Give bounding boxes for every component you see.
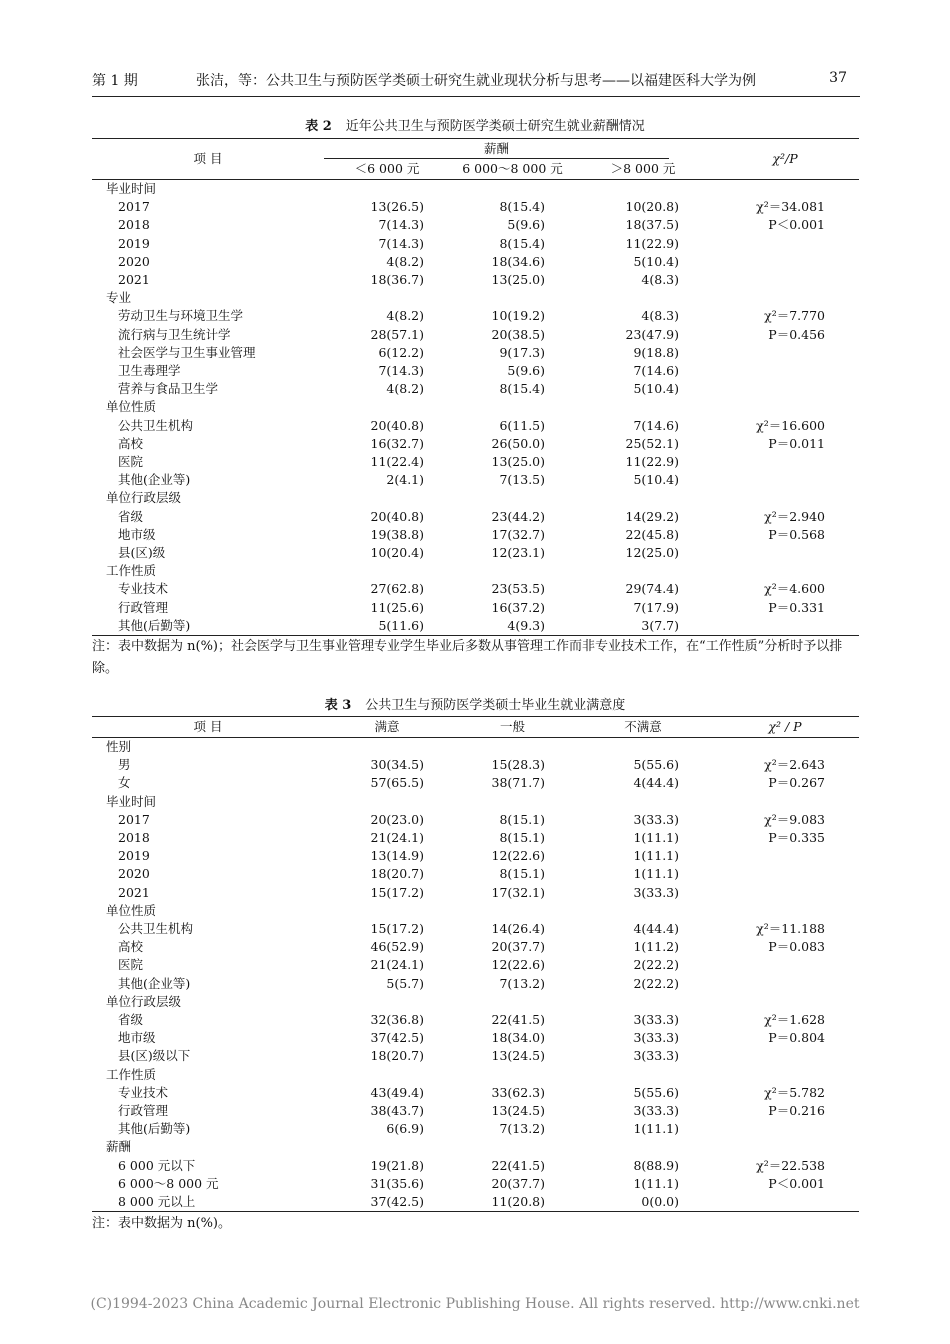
page-number: 37 (829, 70, 847, 86)
table3-cell: 37(42.5) (370, 1030, 424, 1046)
table2-stat-cell (711, 235, 859, 253)
table2-row (92, 599, 859, 617)
table3-row (92, 1120, 859, 1138)
table3-cell: 2(22.2) (633, 957, 679, 973)
table3-group-label: 毕业时间 (106, 793, 157, 809)
table2-cell: 12(23.1) (491, 545, 545, 561)
table3-col-2: 一般 (499, 718, 525, 734)
table2-cell: 9(17.3) (499, 344, 545, 360)
table3-label: 表 3 (324, 698, 352, 713)
table3-cell: 12(22.6) (491, 848, 545, 864)
table2-row-label: 2019 (118, 235, 150, 251)
table2-cell: 23(47.9) (625, 326, 679, 342)
table2-cell: 14(29.2) (625, 508, 679, 524)
table3-cell: 20(37.7) (491, 1175, 545, 1191)
table2-row (92, 326, 859, 344)
table2-row (92, 471, 859, 489)
table3-cell: 37(42.5) (370, 1194, 424, 1210)
table3-group-label: 薪酬 (106, 1139, 132, 1155)
table3-row (92, 1084, 859, 1102)
table2-stat-cell: χ²＝16.600 (756, 417, 825, 433)
table3-row-label: 2020 (118, 866, 150, 882)
table2-group-label: 毕业时间 (106, 181, 157, 196)
table2-cell: 23(53.5) (491, 581, 545, 597)
table3-cell: 57(65.5) (370, 775, 424, 791)
table2-row (92, 508, 859, 526)
table2-row-label: 省级 (118, 508, 144, 524)
table2-row-label: 其他(后勤等) (118, 617, 191, 633)
table2-col-2: 6 000～8 000 元 (462, 160, 563, 176)
table2-cell: 4(8.2) (386, 253, 424, 269)
table3-row (92, 756, 859, 774)
table3-row (92, 956, 859, 974)
table3-row (92, 847, 859, 865)
table2-cell: 18(36.7) (370, 272, 424, 288)
table2-row-label: 高校 (118, 435, 144, 451)
table2-cell: 4(8.2) (386, 381, 424, 397)
table3-row-label: 其他(后勤等) (118, 1121, 191, 1137)
issue-number: 第 1 期 (92, 73, 138, 89)
table2 (92, 138, 859, 636)
table2-cell: 10(19.2) (491, 308, 545, 324)
table2-cell: 5(10.4) (633, 253, 679, 269)
table3-stat-cell (711, 865, 859, 883)
table2-row-label: 医院 (118, 454, 144, 470)
table2-row (92, 617, 859, 636)
table2-stat-cell (711, 271, 859, 289)
table3-cell: 32(36.8) (370, 1012, 424, 1028)
table3-row-label: 省级 (118, 1012, 144, 1028)
table2-stat-cell (711, 617, 859, 636)
table3-group-row (92, 793, 859, 811)
table2-row (92, 380, 859, 398)
table2-cell: 7(14.6) (633, 417, 679, 433)
table3-stat-label: χ² / P (768, 718, 802, 734)
table3-cell: 21(24.1) (370, 830, 424, 846)
table2-stat-cell (711, 362, 859, 380)
table3-cell: 6(6.9) (386, 1121, 424, 1137)
table3-col-3: 不满意 (624, 718, 662, 734)
table3-stat-cell (711, 1120, 859, 1138)
table3-group-label: 工作性质 (106, 1066, 157, 1082)
table3-stat-cell: P＝0.804 (768, 1030, 825, 1046)
table3-group-label: 单位性质 (106, 902, 157, 918)
table2-cell: 4(8.3) (641, 308, 679, 324)
table2-row-label: 地市级 (118, 526, 156, 542)
table3-cell: 3(33.3) (633, 1030, 679, 1046)
table2-cell: 18(37.5) (625, 217, 679, 233)
table2-cell: 10(20.4) (370, 545, 424, 561)
table3-cell: 21(24.1) (370, 957, 424, 973)
table2-cell: 22(45.8) (625, 526, 679, 542)
table3-cell: 3(33.3) (633, 884, 679, 900)
table3-cell: 13(24.5) (491, 1103, 545, 1119)
table2-row-label: 行政管理 (118, 599, 169, 615)
table2-stat-cell (711, 471, 859, 489)
table3-row (92, 811, 859, 829)
header-rule (92, 96, 860, 97)
table3-cell: 46(52.9) (370, 939, 424, 955)
table3-cell: 1(11.1) (633, 848, 679, 864)
table3-stat-cell: χ²＝5.782 (764, 1084, 825, 1100)
table2-cell: 3(7.7) (641, 617, 679, 633)
table2-row-label: 流行病与卫生统计学 (118, 326, 231, 342)
table3-stat-cell: P＝0.335 (768, 830, 825, 846)
running-header (0, 0, 950, 100)
table2-group-row (92, 489, 859, 507)
table2-cell: 18(34.6) (491, 253, 545, 269)
table2-stat-cell: P＝0.011 (768, 435, 825, 451)
table3-stat-cell: χ²＝1.628 (764, 1012, 825, 1028)
table2-cell: 16(37.2) (491, 599, 545, 615)
table2-cell: 7(14.3) (378, 235, 424, 251)
table2-row (92, 526, 859, 544)
table3-cell: 8(15.1) (499, 811, 545, 827)
table3-stat-cell: χ²＝22.538 (756, 1157, 825, 1173)
table2-cell: 11(22.4) (370, 454, 424, 470)
table3-cell: 30(34.5) (370, 757, 424, 773)
table3-row-label: 地市级 (118, 1030, 156, 1046)
table2-stat-cell: χ²＝2.940 (764, 508, 825, 524)
table2-cell: 4(8.3) (641, 272, 679, 288)
table2-cell: 2(4.1) (386, 472, 424, 488)
table2-salary-header (324, 139, 711, 160)
table3-cell: 5(55.6) (633, 757, 679, 773)
table2-group-label: 专业 (106, 290, 132, 306)
table3-row-label: 专业技术 (118, 1084, 169, 1100)
table3-row-label: 6 000～8 000 元 (118, 1175, 219, 1191)
table3-row (92, 975, 859, 993)
table2-cell: 20(40.8) (370, 508, 424, 524)
table2-group-label: 单位行政层级 (106, 490, 182, 506)
table3-group-row (92, 1066, 859, 1084)
table2-group-row (92, 562, 859, 580)
table3-title: 公共卫生与预防医学类硕士毕业生就业满意度 (365, 698, 626, 713)
table3-row (92, 938, 859, 956)
table3-cell: 15(17.2) (370, 884, 424, 900)
table3-body (92, 738, 859, 1212)
table2-cell: 28(57.1) (370, 326, 424, 342)
table2-row (92, 198, 859, 216)
table3-group-label: 单位行政层级 (106, 993, 182, 1009)
table2-row-label: 其他(企业等) (118, 472, 191, 488)
table2-row-label: 公共卫生机构 (118, 417, 194, 433)
table2-row-label: 卫生毒理学 (118, 363, 181, 379)
table2-cell: 20(40.8) (370, 417, 424, 433)
table3-row (92, 865, 859, 883)
table3-stat-cell: χ²＝11.188 (756, 921, 825, 937)
table2-row-label: 劳动卫生与环境卫生学 (118, 308, 244, 324)
table3-cell: 5(55.6) (633, 1084, 679, 1100)
table2-caption (0, 115, 950, 134)
table3-cell: 13(14.9) (370, 848, 424, 864)
table3-row (92, 1157, 859, 1175)
table2-row-label: 2017 (118, 199, 150, 215)
table2-group-row (92, 289, 859, 307)
table2-cell: 9(18.8) (633, 344, 679, 360)
table2-row (92, 235, 859, 253)
table2-cell: 26(50.0) (491, 435, 545, 451)
table3-row-label: 6 000 元以下 (118, 1157, 196, 1173)
table3-row-label: 医院 (118, 957, 144, 973)
table2-cell: 8(15.4) (499, 381, 545, 397)
table3-cell: 20(37.7) (491, 939, 545, 955)
table2-row (92, 544, 859, 562)
table3-group-row (92, 1138, 859, 1156)
table2-cell: 12(25.0) (625, 545, 679, 561)
table3-stat-cell: P＝0.216 (768, 1103, 825, 1119)
table2-row-label: 县(区)级 (118, 545, 166, 561)
table2-row-label: 2021 (118, 272, 150, 288)
table2-stat-cell: P＜0.001 (768, 217, 825, 233)
table3-stat-cell: χ²＝2.643 (764, 757, 825, 773)
table2-stat-cell: P＝0.456 (768, 326, 825, 342)
table3-cell: 19(21.8) (370, 1157, 424, 1173)
table3-cell: 8(15.1) (499, 866, 545, 882)
table2-cell: 7(14.3) (378, 363, 424, 379)
table3-cell: 3(33.3) (633, 1103, 679, 1119)
table2-cell: 10(20.8) (625, 199, 679, 215)
table3-stat-cell: P＝0.267 (768, 775, 825, 791)
table2-stat-cell: χ²＝7.770 (764, 308, 825, 324)
table3-cell: 18(20.7) (370, 866, 424, 882)
table2-note: 注：表中数据为 n(%)；社会医学与卫生事业管理专业学生毕业后多数从事管理工作而非专业技术工作，在“工作性质”分析时予以排除。 (92, 639, 843, 676)
table2-group-label: 单位性质 (106, 399, 157, 415)
table3-cell: 13(24.5) (491, 1048, 545, 1064)
table3-cell: 14(26.4) (491, 921, 545, 937)
table2-body (92, 180, 859, 636)
table2-cell: 5(11.6) (378, 617, 424, 633)
table3-stat-cell (711, 884, 859, 902)
table3-row-label: 其他(企业等) (118, 975, 191, 991)
table2-stat-header (711, 139, 859, 180)
table2-cell: 16(32.7) (370, 435, 424, 451)
table2-cell: 7(17.9) (633, 599, 679, 615)
table3-cell: 7(13.2) (499, 975, 545, 991)
table2-stat-cell (711, 253, 859, 271)
table3-cell: 0(0.0) (641, 1194, 679, 1210)
table3-cell: 15(17.2) (370, 921, 424, 937)
table3-cell: 43(49.4) (370, 1084, 424, 1100)
table3-cell: 17(32.1) (491, 884, 545, 900)
table2-group-row (92, 398, 859, 416)
table3-stat-cell: P＝0.083 (768, 939, 825, 955)
table3-row-label: 高校 (118, 939, 144, 955)
table2-row (92, 362, 859, 380)
table2-row (92, 453, 859, 471)
table3-row (92, 1029, 859, 1047)
table2-row (92, 417, 859, 435)
table2-group-row (92, 180, 859, 199)
table2-stat-cell: χ²＝4.600 (764, 581, 825, 597)
table3-cell: 11(20.8) (491, 1194, 545, 1210)
table2-row (92, 271, 859, 289)
table3-col-1: 满意 (374, 718, 400, 734)
table3-cell: 3(33.3) (633, 1048, 679, 1064)
table3-row (92, 1102, 859, 1120)
table2-cell: 6(11.5) (499, 417, 545, 433)
table2-cell: 17(32.7) (491, 526, 545, 542)
table3-cell: 1(11.1) (633, 1175, 679, 1191)
table2-col-1: ＜6 000 元 (354, 160, 420, 176)
table2-cell: 4(9.3) (507, 617, 545, 633)
table2-stat-cell: χ²＝34.081 (756, 199, 825, 215)
table2-row (92, 435, 859, 453)
table2-cell: 7(14.6) (633, 363, 679, 379)
table2-cell: 11(25.6) (370, 599, 424, 615)
table3-cell: 1(11.1) (633, 830, 679, 846)
copyright-footer: (C)1994-2023 China Academic Journal Electronic Publishing House. All rights reserved. http://www.cnki.net (90, 1296, 860, 1312)
table2-stat-cell (711, 344, 859, 362)
table3-row-label: 县(区)级以下 (118, 1048, 191, 1064)
table3-row (92, 884, 859, 902)
table2-item-header: 项 目 (193, 150, 223, 166)
table2-row-label: 专业技术 (118, 581, 169, 597)
table3-row (92, 1175, 859, 1193)
table2-row-label: 营养与食品卫生学 (118, 381, 219, 397)
table3-row-label: 行政管理 (118, 1103, 169, 1119)
table3-group-row (92, 902, 859, 920)
table3-cell: 8(15.1) (499, 830, 545, 846)
table2-row-label: 社会医学与卫生事业管理 (118, 344, 256, 360)
table3-group-row (92, 993, 859, 1011)
table3-stat-cell: P＜0.001 (768, 1175, 825, 1191)
table3-cell: 31(35.6) (370, 1175, 424, 1191)
table2-cell: 25(52.1) (625, 435, 679, 451)
table3-cell: 15(28.3) (491, 757, 545, 773)
table3-cell: 20(23.0) (370, 811, 424, 827)
table3-stat-cell: χ²＝9.083 (764, 811, 825, 827)
table3-row-label: 2021 (118, 884, 150, 900)
table3-cell: 33(62.3) (491, 1084, 545, 1100)
table2-cell: 7(13.5) (499, 472, 545, 488)
table2-salary-label: 薪酬 (324, 139, 669, 159)
table2-row-label: 2018 (118, 217, 150, 233)
table2-cell: 19(38.8) (370, 526, 424, 542)
table3-row (92, 774, 859, 792)
table3-group-row (92, 738, 859, 757)
table3-row-label: 女 (118, 775, 131, 791)
table3-cell: 18(34.0) (491, 1030, 545, 1046)
table3-cell: 1(11.1) (633, 1121, 679, 1137)
table3-cell: 4(44.4) (633, 921, 679, 937)
table3-cell: 1(11.1) (633, 866, 679, 882)
table2-cell: 13(26.5) (370, 199, 424, 215)
table3-cell: 38(71.7) (491, 775, 545, 791)
table3-row-label: 2019 (118, 848, 150, 864)
table3-cell: 3(33.3) (633, 1012, 679, 1028)
table3-cell: 1(11.2) (633, 939, 679, 955)
table3-note: 注：表中数据为 n(%)。 (92, 1216, 232, 1231)
table3-cell: 12(22.6) (491, 957, 545, 973)
table2-cell: 11(22.9) (625, 454, 679, 470)
table3-row-label: 男 (118, 757, 131, 773)
table3-cell: 3(33.3) (633, 811, 679, 827)
table3-row (92, 1193, 859, 1212)
table2-row (92, 344, 859, 362)
table2-cell: 8(15.4) (499, 199, 545, 215)
table3-stat-cell (711, 1047, 859, 1065)
table2-stat-cell (711, 380, 859, 398)
table3-row-label: 8 000 元以上 (118, 1194, 196, 1210)
table2-cell: 4(8.2) (386, 308, 424, 324)
table3-cell: 22(41.5) (491, 1012, 545, 1028)
table2-group-label: 工作性质 (106, 563, 157, 579)
table2-title: 近年公共卫生与预防医学类硕士研究生就业薪酬情况 (345, 119, 645, 134)
table2-row (92, 580, 859, 598)
table2-cell: 5(10.4) (633, 472, 679, 488)
table3-row-label: 2017 (118, 811, 150, 827)
table3-cell: 18(20.7) (370, 1048, 424, 1064)
table2-stat-label: χ²/P (772, 150, 798, 166)
table2-stat-cell: P＝0.331 (768, 599, 825, 615)
table3-caption (0, 694, 950, 713)
table2-cell: 5(10.4) (633, 381, 679, 397)
table3-row (92, 1011, 859, 1029)
table3-cell: 38(43.7) (370, 1103, 424, 1119)
table2-cell: 13(25.0) (491, 272, 545, 288)
table3-cell: 4(44.4) (633, 775, 679, 791)
table2-row (92, 253, 859, 271)
table2-cell: 11(22.9) (625, 235, 679, 251)
table3-row (92, 920, 859, 938)
table2-stat-cell (711, 544, 859, 562)
table3-row-label: 2018 (118, 830, 150, 846)
table2-row-label: 2020 (118, 253, 150, 269)
table3-cell: 22(41.5) (491, 1157, 545, 1173)
table3-row-label: 公共卫生机构 (118, 921, 194, 937)
table2-cell: 5(9.6) (507, 217, 545, 233)
table3-cell: 8(88.9) (633, 1157, 679, 1173)
table3-cell: 5(5.7) (386, 975, 424, 991)
table2-stat-cell (711, 453, 859, 471)
table3-stat-cell (711, 847, 859, 865)
table2-cell: 8(15.4) (499, 235, 545, 251)
table2-row (92, 307, 859, 325)
table3-cell: 7(13.2) (499, 1121, 545, 1137)
table2-col-3: ＞8 000 元 (610, 160, 676, 176)
table3-stat-cell (711, 956, 859, 974)
table2-cell: 23(44.2) (491, 508, 545, 524)
table3-row (92, 829, 859, 847)
table3-row (92, 1047, 859, 1065)
table2-stat-cell: P＝0.568 (768, 526, 825, 542)
table2-cell: 6(12.2) (378, 344, 424, 360)
table3-cell: 2(22.2) (633, 975, 679, 991)
table2-label: 表 2 (305, 119, 332, 134)
table2-cell: 5(9.6) (507, 363, 545, 379)
table2-cell: 20(38.5) (491, 326, 545, 342)
table3-stat-cell (711, 975, 859, 993)
table2-cell: 7(14.3) (378, 217, 424, 233)
table3 (92, 716, 859, 1212)
table3-stat-header (711, 717, 859, 738)
table2-cell: 13(25.0) (491, 454, 545, 470)
table3-group-label: 性别 (106, 739, 132, 754)
table2-cell: 29(74.4) (625, 581, 679, 597)
table2-row (92, 216, 859, 234)
running-title: 张洁，等：公共卫生与预防医学类硕士研究生就业现状分析与思考——以福建医科大学为例 (196, 73, 756, 89)
table3-stat-cell (711, 1193, 859, 1212)
table2-cell: 27(62.8) (370, 581, 424, 597)
table3-item-header: 项 目 (193, 718, 223, 734)
